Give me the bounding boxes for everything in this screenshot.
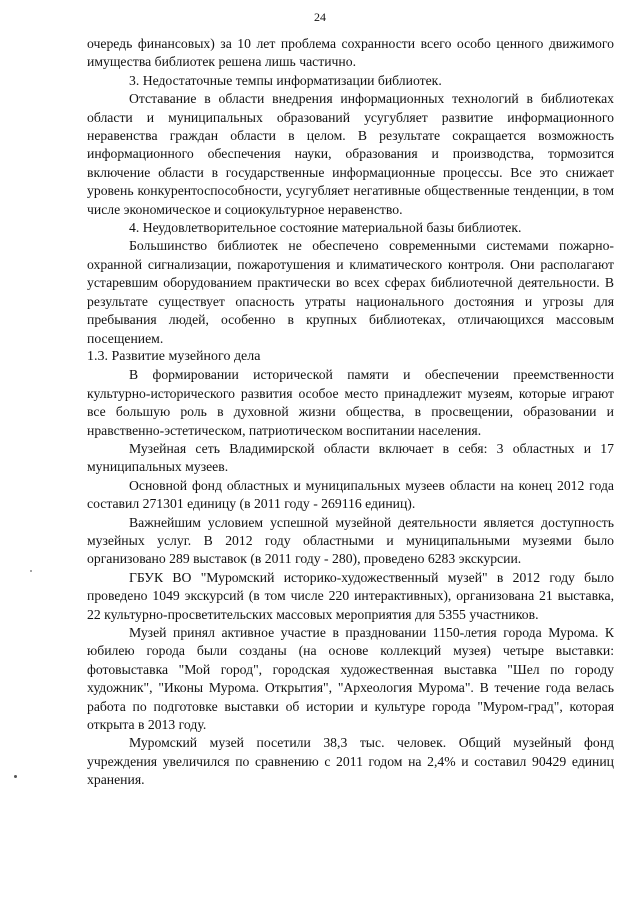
paragraph: Муромский музей посетили 38,3 тыс. человек. Общий музейный фонд учреждения увеличился по сравнению с 2011 годом на 2,4% и составил 90429 единиц хранения. [87, 735, 614, 788]
paragraph: Важнейшим условием успешной музейной деятельности является доступность музейных услуг. В 2012 году областными и муниципальными музеями было организовано 289 выставок (в 2011 году - 280), проведено 6283 экскурсии. [87, 514, 614, 567]
page-number: 24 [314, 10, 326, 24]
scan-speck [14, 775, 17, 778]
paragraph: В формировании исторической памяти и обеспечении преемственности культурно-исторического развития особое место принадлежит музеям, которые играют все большую роль в духовной жизни общества, в просвещении, образовании и нравственно-эстетическом, патриотическом воспитании населения. [87, 367, 614, 438]
paragraph: Большинство библиотек не обеспечено современными системами пожарно-охранной сигнализации, пожаротушения и климатического контроля. Они располагают устаревшим оборудованием практически во всех сферах библиотечной деятельности. В результате существует опасность утраты национального достояния и угрозы для пребывания людей, особенно в крупных библиотеках, отличающихся массовым посещением. [87, 238, 614, 346]
paragraph: 4. Неудовлетворительное состояние материальной базы библиотек. [129, 220, 522, 236]
paragraph: очередь финансовых) за 10 лет проблема сохранности всего особо ценного движимого имущества библиотек решена лишь частично. [87, 36, 614, 70]
scan-speck [30, 570, 32, 572]
section-heading: 1.3. Развитие музейного дела [87, 348, 261, 364]
paragraph: Музей принял активное участие в праздновании 1150-летия города Мурома. К юбилею города были созданы (на основе коллекций музея) четыре выставки: фотовыставка "Мой город", городская художественная выставка "Шел по городу художник", "Иконы Мурома. Открытия", "Археология Мурома". В течение года велась работа по подготовке выставки об истории и культуре города "Муром-град", которая открыта в 2013 году. [87, 625, 614, 733]
document-body [87, 35, 614, 790]
paragraph: ГБУК ВО "Муромский историко-художественный музей" в 2012 году было проведено 1049 экскурсий (в том числе 220 интерактивных), организована 21 выставка, 22 культурно-просветительских массовых мероприятия для 5355 участников. [87, 569, 614, 622]
paragraph: 3. Недостаточные темпы информатизации библиотек. [129, 72, 442, 88]
paragraph: Музейная сеть Владимирской области включает в себя: 3 областных и 17 муниципальных музеев. [87, 440, 614, 475]
paragraph: Основной фонд областных и муниципальных музеев области на конец 2012 года составил 271301 единицу (в 2011 году - 269116 единиц). [87, 477, 614, 512]
paragraph: Отставание в области внедрения информационных технологий в библиотеках области и муниципальных образований усугубляет развитие информационного неравенства граждан области в целом. В результате сокращается возможность информационного обеспечения науки, образования и производства, тормозится включение области в государственные информационные процессы. Все это снижает уровень конкурентоспособности, усугубляет негативные общественные тенденции, в том числе экономическое и социокультурное неравенство. [87, 91, 614, 217]
